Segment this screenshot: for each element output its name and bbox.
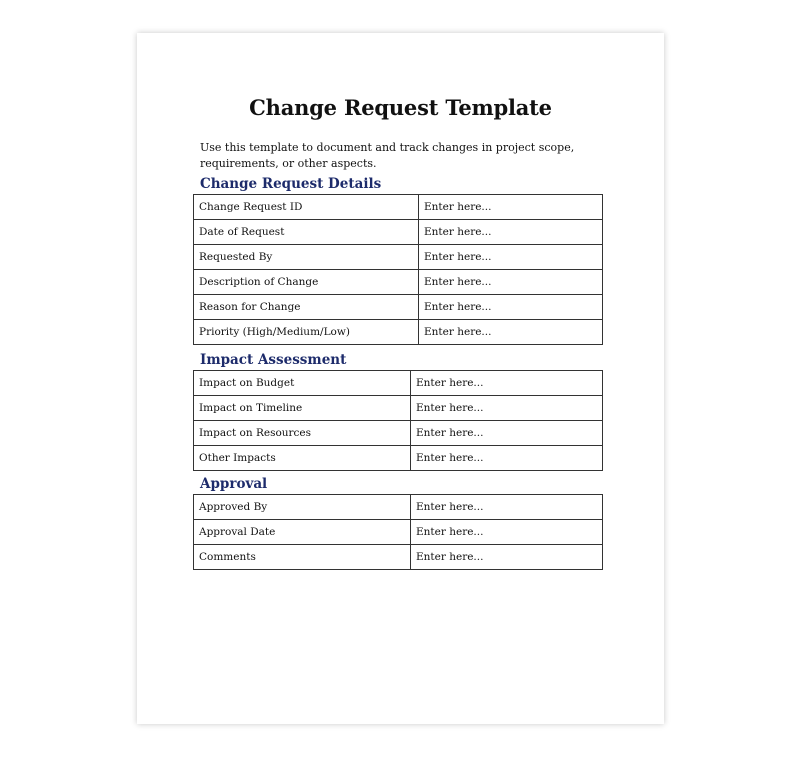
field-label: Reason for Change	[194, 295, 419, 320]
intro-text: Use this template to document and track changes in project scope, requirements, or other aspects.	[200, 141, 575, 170]
field-label: Description of Change	[194, 270, 419, 295]
field-value[interactable]: Enter here...	[419, 195, 603, 220]
section-table	[193, 370, 603, 471]
field-label: Comments	[194, 545, 411, 570]
table-row	[194, 446, 603, 471]
table-row	[194, 295, 603, 320]
table-row	[194, 495, 603, 520]
document-page	[137, 33, 664, 724]
field-value[interactable]: Enter here...	[419, 270, 603, 295]
section-heading: Approval	[200, 476, 268, 492]
field-label: Requested By	[194, 245, 419, 270]
table-row	[194, 396, 603, 421]
field-value[interactable]: Enter here...	[411, 520, 603, 545]
field-value[interactable]: Enter here...	[419, 220, 603, 245]
field-value[interactable]: Enter here...	[411, 545, 603, 570]
field-label: Other Impacts	[194, 446, 411, 471]
field-label: Impact on Budget	[194, 371, 411, 396]
field-label: Priority (High/Medium/Low)	[194, 320, 419, 345]
table-row	[194, 245, 603, 270]
field-label: Change Request ID	[194, 195, 419, 220]
field-value[interactable]: Enter here...	[419, 295, 603, 320]
field-label: Approval Date	[194, 520, 411, 545]
field-label: Date of Request	[194, 220, 419, 245]
document-title: Change Request Template	[249, 95, 552, 120]
field-value[interactable]: Enter here...	[411, 495, 603, 520]
field-value[interactable]: Enter here...	[411, 446, 603, 471]
section-heading: Change Request Details	[200, 176, 382, 192]
field-value[interactable]: Enter here...	[411, 371, 603, 396]
field-value[interactable]: Enter here...	[419, 320, 603, 345]
table-row	[194, 421, 603, 446]
section-table	[193, 494, 603, 570]
table-row	[194, 371, 603, 396]
field-value[interactable]: Enter here...	[411, 421, 603, 446]
field-value[interactable]: Enter here...	[411, 396, 603, 421]
field-label: Impact on Resources	[194, 421, 411, 446]
field-value[interactable]: Enter here...	[419, 245, 603, 270]
table-row	[194, 195, 603, 220]
field-label: Impact on Timeline	[194, 396, 411, 421]
table-row	[194, 520, 603, 545]
table-row	[194, 320, 603, 345]
table-row	[194, 220, 603, 245]
section-heading: Impact Assessment	[200, 352, 347, 368]
section-table	[193, 194, 603, 345]
table-row	[194, 545, 603, 570]
field-label: Approved By	[194, 495, 411, 520]
table-row	[194, 270, 603, 295]
